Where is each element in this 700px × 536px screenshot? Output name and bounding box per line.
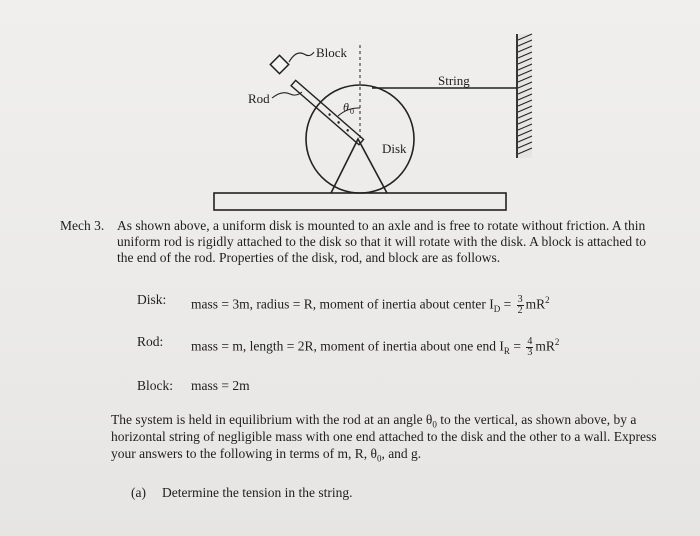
intro-line-2: uniform rod is rigidly attached to the disk so that it will rotate with the disk. A block is attached to [117,234,647,249]
part-a-text: Determine the tension in the string. [162,485,353,500]
disk-properties [191,292,550,317]
disk-support [331,139,387,193]
block-properties-text: mass = 2m [191,378,250,393]
theta-subscript: 0 [350,107,354,116]
wall-hatching [518,34,532,158]
block-shape [270,55,288,73]
rod-properties-label: Rod: [137,334,164,349]
theta-label: θ [343,100,349,114]
string-label: String [438,73,470,88]
block-leader [289,52,314,62]
disk-properties-text: mass = 3m, radius = R, moment of inertia about center I [191,296,494,312]
block-label: Block [316,45,348,60]
system-line-3 [111,446,421,467]
system-line-1-subscript: 0 [432,419,437,430]
disk-properties-label: Disk: [137,292,167,307]
rod-properties-text: mass = m, length = 2R, moment of inertia about one end I [191,338,504,354]
disk-equals: = [503,296,512,312]
block-properties-label: Block: [137,378,173,393]
intro-line-1: As shown above, a uniform disk is mounted to an axle and is free to rotate without friction. A thin [117,218,646,233]
rod-fraction-denominator: 3 [527,346,533,358]
system-line-3-tail: , and g. [381,446,422,461]
disk-fraction-numerator: 3 [517,293,523,305]
system-line-3-subscript: 0 [376,453,382,464]
system-line-2: horizontal string of negligible mass with one end attached to the disk and the other to a wall. Express [111,429,657,444]
rod-inertia-subscript: R [503,346,510,357]
rod-leader [272,92,302,98]
disk-fraction-denominator: 2 [517,304,523,316]
rod-equals: = [513,338,521,354]
angle-arc [338,108,360,116]
rod-fraction [526,337,533,358]
rod-inertia-exponent: 2 [554,337,560,347]
rod-inertia-tail: mR [535,338,555,354]
system-line-1-text: The system is held in equilibrium with the rod at an angle θ [111,412,433,427]
disk-inertia-tail: mR [525,296,546,312]
system-line-3-text: your answers to the following in terms of m, R, θ [111,446,377,461]
rod-fraction-numerator: 4 [527,335,533,347]
disk-label: Disk [382,141,407,156]
part-a-label: (a) [131,485,146,500]
rod-properties [191,334,559,359]
rod-label: Rod [248,91,270,106]
problem-number: Mech 3. [60,218,105,233]
intro-line-3: the end of the rod. Properties of the disk, rod, and block are as follows. [117,250,501,265]
disk-inertia-subscript: D [493,304,501,315]
disk-inertia-exponent: 2 [545,295,550,305]
base-platform [214,193,506,210]
disk-fraction [517,295,524,316]
system-line-1-tail: to the vertical, as shown above, by a [436,412,637,427]
